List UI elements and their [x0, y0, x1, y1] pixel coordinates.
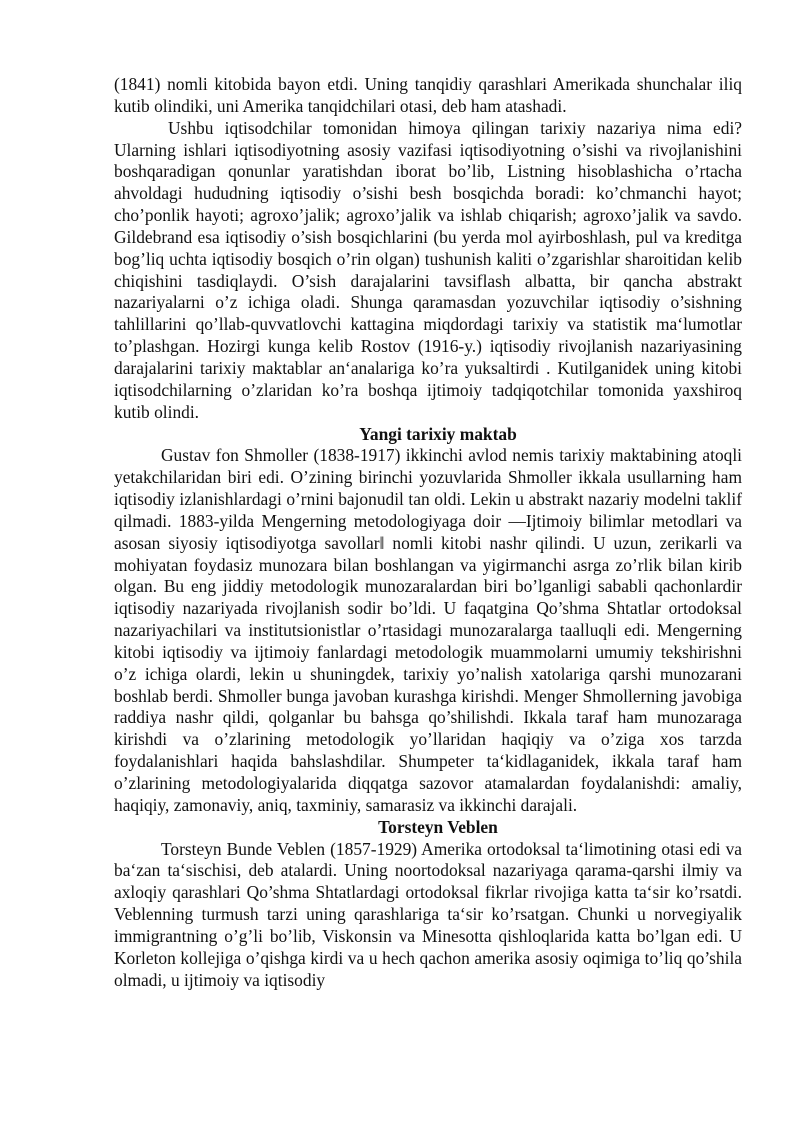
paragraph-schmoller: Gustav fon Shmoller (1838-1917) ikkinchi avlod nemis tarixiy maktabining atoqli yetakchilaridan biri edi. O’zining birinchi yozuvlarida Shmoller ikkala usullarning ham iqtisodiy izlanishlardagi o’rnini bajonudil tan oldi. Lekin u abstrakt nazariy modelni taklif qilmadi. 1883-yilda Mengerning metodologiyaga doir ―Ijtimoiy bilimlar metodlari va asosan siyosiy iqtisodiyotga savollar‖ nomli kitobi nashr qilindi. U uzun, zerikarli va mohiyatan foydasiz munozara bilan boshlangan va yigirmanchi asrga zo’rlik bilan kirib olgan. Bu eng jiddiy metodologik munozaralardan biri bo’lganligi sababli qachonlardir iqtisodiy nazariyada rivojlanish sodir bo’ldi. U faqatgina Qo’shma Shtatlar ortodoksal nazariyachilari va institutsionistlar o’rtasidagi munozaralarga taalluqli edi. Mengerning kitobi iqtisodiy va ijtimoiy fanlardagi metodologik muammolarni umumiy tekshirishni o’z ichiga olardi, lekin u shuningdek, tarixiy yo’nalish xatolariga qarshi munozarani boshlab berdi. Shmoller bunga javoban kurashga kirishdi. Menger Shmollerning javobiga raddiya nashr qildi, qolganlar bu bahsga qo’shilishdi. Ikkala taraf ham munozaraga kirishdi va o’zlarining metodologik yo’llaridan haqiqiy va o’ziga xos tarzda foydalanishlari haqida bahslashdilar. Shumpeter ta‘kidlaganidek, ikkala taraf ham o’zlarining metodologiyalarida diqqatga sazovor atamalardan foydalanishdi: amaliy, haqiqiy, zamonaviy, aniq, taxminiy, samarasiz va ikkinchi darajali. — [114, 445, 742, 815]
section-heading-veblen: Torsteyn Veblen — [378, 816, 498, 837]
paragraph-veblen: Torsteyn Bunde Veblen (1857-1929) Amerika ortodoksal ta‘limotining otasi edi va ba‘zan ta‘sischisi, deb atalardi. Uning noortodoksal nazariyaga qarama-qarshi ilmiy va axloqiy qarashlari Qo’shma Shtatlardagi ortodoksal fikrlar rivojiga katta ta‘sir ko’rsatdi. Veblenning turmush tarzi uning qarashlariga ta‘sir ko’rsatgan. Chunki u norvegiyalik immigrantning o’g’li bo’lib, Viskonsin va Minesotta qishloqlarida katta bo’lgan edi. U Korleton kollejiga o’qishga kirdi va u hech qachon amerika asosiy oqimiga to’liq qo’shila olmadi, u ijtimoiy va iqtisodiy — [114, 838, 742, 990]
document-page — [114, 74, 742, 991]
section-heading-new-historical-school: Yangi tarixiy maktab — [359, 423, 517, 444]
paragraph-historical-theory: Ushbu iqtisodchilar tomonidan himoya qilingan tarixiy nazariya nima edi? Ularning ishlari iqtisodiyotning asosiy vazifasi iqtisodiyotning o’sishi va rivojlanishini boshqaradigan qonunlar yaratishdan iborat bo’lib, Listning hisoblashicha o’rtacha ahvoldagi hududning iqtisodiy o’sishi besh bosqichda boradi: ko’chmanchi hayot; cho’ponlik hayoti; agroxo’jalik; agroxo’jalik va ishlab chiqarish; agroxo’jalik va savdo. Gildebrand esa iqtisodiy o’sish bosqichlarini (bu yerda mol ayirboshlash, pul va kreditga bog’liq uchta iqtisodiy bosqich o’rin olgan) tushunish kaliti o’zgarishlar sharoitidan kelib chiqishini tasdiqlaydi. O’sish darajalarini tavsiflash albatta, bir qancha abstrakt nazariyalarni o’z ichiga oladi. Shunga qaramasdan yozuvchilar iqtisodiy o’sishning tahlillarini qo’llab-quvvatlovchi kattagina miqdordagi tarixiy va statistik ma‘lumotlar to’plashgan. Hozirgi kunga kelib Rostov (1916-y.) iqtisodiy rivojlanish nazariyasining darajalarini tarixiy maktablar an‘analariga ko’ra yuksaltirdi . Kutilganidek uning kitobi iqtisodchilarning o’zlaridan ko’ra boshqa ijtimoiy tadqiqotchilar tomonida yaxshiroq kutib olindi. — [114, 117, 742, 422]
paragraph-continuation: (1841) nomli kitobida bayon etdi. Uning tanqidiy qarashlari Amerikada shunchalar iliq kutib olindiki, uni Amerika tanqidchilari otasi, deb ham atashadi. — [114, 74, 742, 116]
